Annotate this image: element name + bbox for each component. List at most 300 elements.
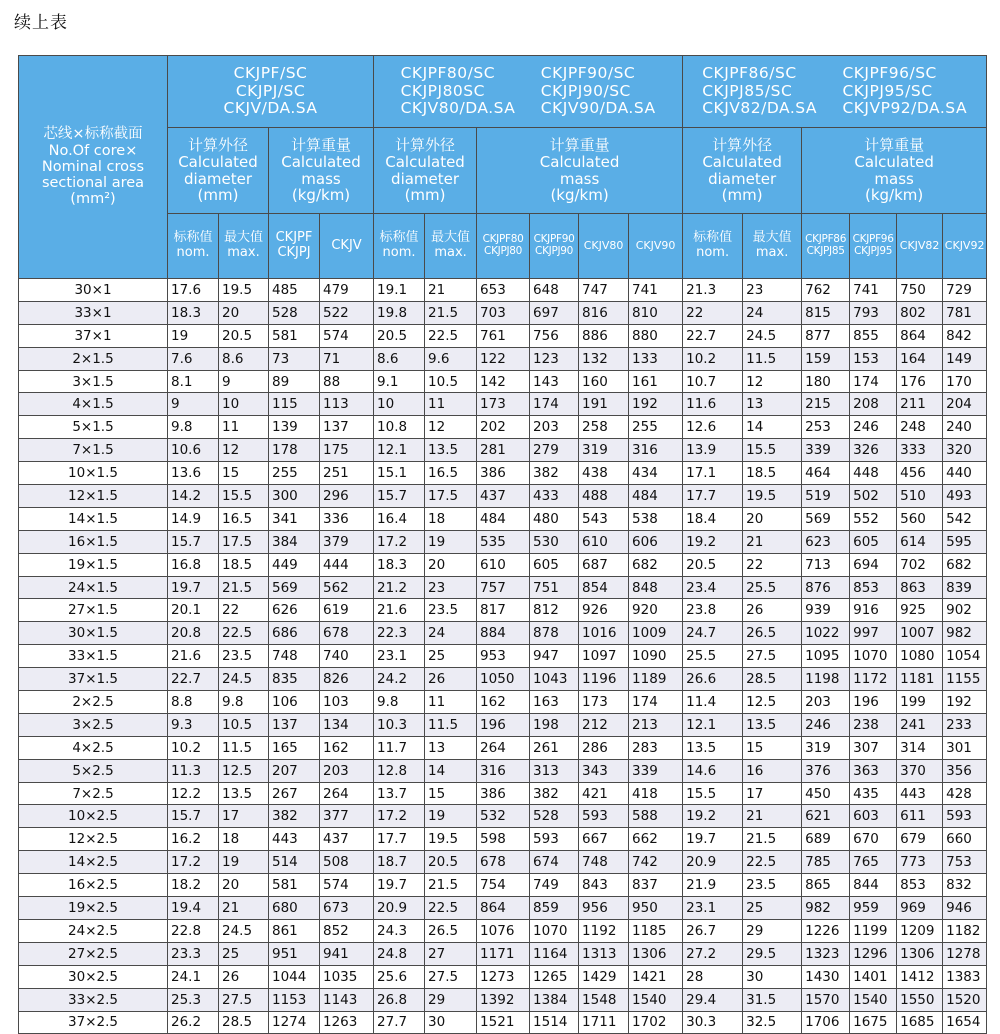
value-cell: 614: [897, 530, 943, 553]
value-cell: 16: [743, 759, 802, 782]
value-cell: 1548: [579, 988, 629, 1011]
group3-models-a: [702, 65, 817, 117]
value-cell: 12.6: [683, 416, 743, 439]
core-spec-cell: 16×2.5: [19, 874, 168, 897]
value-cell: 9.6: [425, 347, 477, 370]
g3-mass-col-4: [943, 214, 987, 279]
value-cell: 11.4: [683, 691, 743, 714]
value-cell: 162: [320, 736, 374, 759]
nominal-en: nom.: [176, 245, 210, 260]
value-cell: 22: [743, 553, 802, 576]
value-cell: 1392: [477, 988, 530, 1011]
value-cell: 73: [269, 347, 320, 370]
g3-mass-col-3: [897, 214, 943, 279]
value-cell: 443: [269, 828, 320, 851]
value-cell: 678: [477, 851, 530, 874]
value-cell: 255: [629, 416, 683, 439]
value-cell: 861: [269, 919, 320, 942]
value-cell: 528: [269, 301, 320, 324]
value-cell: 13: [425, 736, 477, 759]
value-cell: 713: [802, 553, 850, 576]
g3-mass-col-2: [850, 214, 897, 279]
value-cell: 810: [629, 301, 683, 324]
value-cell: 20.9: [374, 897, 425, 920]
value-cell: 864: [897, 324, 943, 347]
table-row: [19, 988, 987, 1011]
diameter-cn: 计算外径: [187, 135, 248, 154]
group1-model: CKJPF/SC: [233, 64, 308, 83]
value-cell: 982: [943, 622, 987, 645]
mass-en-2: mass: [559, 169, 600, 188]
value-cell: 137: [269, 713, 320, 736]
mass-col-label: CKJV92: [944, 238, 985, 252]
g2-mass-col-2: [530, 214, 579, 279]
value-cell: 386: [477, 782, 530, 805]
core-spec-cell: 2×2.5: [19, 691, 168, 714]
value-cell: 1090: [629, 645, 683, 668]
value-cell: 765: [850, 851, 897, 874]
value-cell: 20: [425, 553, 477, 576]
value-cell: 749: [530, 874, 579, 897]
value-cell: 9.3: [168, 713, 219, 736]
value-cell: 13.6: [168, 462, 219, 485]
value-cell: 519: [802, 485, 850, 508]
value-cell: 153: [850, 347, 897, 370]
value-cell: 23: [425, 576, 477, 599]
value-cell: 196: [850, 691, 897, 714]
cable-spec-table: [18, 55, 987, 1034]
value-cell: 653: [477, 279, 530, 302]
value-cell: 1429: [579, 965, 629, 988]
value-cell: 480: [530, 507, 579, 530]
mass-unit: (kg/km): [291, 186, 351, 205]
mass-en-1: Calculated: [281, 152, 361, 171]
core-header-cn: 芯线×标称截面: [43, 126, 143, 143]
value-cell: 19.5: [425, 828, 477, 851]
value-cell: 22: [683, 301, 743, 324]
value-cell: 23.5: [743, 874, 802, 897]
value-cell: 686: [269, 622, 320, 645]
value-cell: 8.8: [168, 691, 219, 714]
value-cell: 13.7: [374, 782, 425, 805]
value-cell: 15.7: [374, 485, 425, 508]
value-cell: 21.3: [683, 279, 743, 302]
value-cell: 21.6: [374, 599, 425, 622]
g1-mass-col-2: [320, 214, 374, 279]
value-cell: 10.6: [168, 439, 219, 462]
value-cell: 27: [425, 942, 477, 965]
value-cell: 532: [477, 805, 530, 828]
value-cell: 16.5: [425, 462, 477, 485]
value-cell: 605: [850, 530, 897, 553]
value-cell: 382: [269, 805, 320, 828]
value-cell: 32.5: [743, 1011, 802, 1034]
value-cell: 319: [802, 736, 850, 759]
mass-unit: (kg/km): [865, 186, 924, 205]
value-cell: 24.1: [168, 965, 219, 988]
value-cell: 835: [269, 668, 320, 691]
value-cell: 1155: [943, 668, 987, 691]
value-cell: 514: [269, 851, 320, 874]
table-row: [19, 919, 987, 942]
max-cn: 最大值: [223, 230, 263, 246]
g3-mass-col-1: [802, 214, 850, 279]
value-cell: 493: [943, 485, 987, 508]
value-cell: 165: [269, 736, 320, 759]
value-cell: 748: [579, 851, 629, 874]
value-cell: 832: [943, 874, 987, 897]
value-cell: 23: [743, 279, 802, 302]
value-cell: 314: [897, 736, 943, 759]
value-cell: 853: [850, 576, 897, 599]
value-cell: 877: [802, 324, 850, 347]
value-cell: 448: [850, 462, 897, 485]
value-cell: 30: [743, 965, 802, 988]
mass-col-label: CKJPF96: [852, 233, 894, 246]
value-cell: 437: [320, 828, 374, 851]
value-cell: 18: [219, 828, 269, 851]
value-cell: 435: [850, 782, 897, 805]
value-cell: 18.7: [374, 851, 425, 874]
value-cell: 588: [629, 805, 683, 828]
mass-col-label: CKJV: [331, 237, 362, 253]
value-cell: 15.5: [219, 485, 269, 508]
core-header-en-2: Nominal cross: [41, 158, 145, 175]
value-cell: 959: [850, 897, 897, 920]
value-cell: 574: [320, 324, 374, 347]
group2-diameter-header: [374, 128, 477, 214]
value-cell: 326: [850, 439, 897, 462]
value-cell: 356: [943, 759, 987, 782]
value-cell: 1265: [530, 965, 579, 988]
core-spec-cell: 27×1.5: [19, 599, 168, 622]
value-cell: 27.2: [683, 942, 743, 965]
value-cell: 852: [320, 919, 374, 942]
value-cell: 24: [425, 622, 477, 645]
mass-col-label: CKJPJ80: [484, 245, 523, 257]
value-cell: 953: [477, 645, 530, 668]
value-cell: 24.5: [743, 324, 802, 347]
value-cell: 667: [579, 828, 629, 851]
value-cell: 7.6: [168, 347, 219, 370]
value-cell: 17: [743, 782, 802, 805]
value-cell: 12: [743, 370, 802, 393]
value-cell: 837: [629, 874, 683, 897]
value-cell: 8.6: [374, 347, 425, 370]
group3-model: CKJPF96/SC: [842, 64, 937, 83]
value-cell: 1022: [802, 622, 850, 645]
value-cell: 10.7: [683, 370, 743, 393]
value-cell: 679: [897, 828, 943, 851]
value-cell: 261: [530, 736, 579, 759]
value-cell: 215: [802, 393, 850, 416]
value-cell: 23.3: [168, 942, 219, 965]
value-cell: 29.5: [743, 942, 802, 965]
diameter-unit: (mm): [197, 186, 239, 205]
value-cell: 1540: [629, 988, 683, 1011]
value-cell: 1430: [802, 965, 850, 988]
value-cell: 1226: [802, 919, 850, 942]
value-cell: 878: [530, 622, 579, 645]
value-cell: 26.5: [743, 622, 802, 645]
value-cell: 132: [579, 347, 629, 370]
value-cell: 1540: [850, 988, 897, 1011]
value-cell: 382: [530, 782, 579, 805]
value-cell: 20.5: [219, 324, 269, 347]
value-cell: 370: [897, 759, 943, 782]
value-cell: 859: [530, 897, 579, 920]
value-cell: 1044: [269, 965, 320, 988]
value-cell: 384: [269, 530, 320, 553]
value-cell: 670: [850, 828, 897, 851]
value-cell: 12: [425, 416, 477, 439]
table-row: [19, 485, 987, 508]
value-cell: 750: [897, 279, 943, 302]
value-cell: 27.5: [743, 645, 802, 668]
group2-model: CKJPF80/SC: [400, 64, 496, 83]
value-cell: 173: [579, 691, 629, 714]
value-cell: 876: [802, 576, 850, 599]
value-cell: 22.5: [219, 622, 269, 645]
value-cell: 15: [425, 782, 477, 805]
mass-en-1: Calculated: [539, 152, 620, 171]
value-cell: 450: [802, 782, 850, 805]
value-cell: 418: [629, 782, 683, 805]
value-cell: 9.8: [374, 691, 425, 714]
value-cell: 703: [477, 301, 530, 324]
value-cell: 611: [897, 805, 943, 828]
value-cell: 855: [850, 324, 897, 347]
g1-mass-col-1: [269, 214, 320, 279]
value-cell: 17.5: [219, 530, 269, 553]
value-cell: 1273: [477, 965, 530, 988]
value-cell: 1198: [802, 668, 850, 691]
value-cell: 660: [943, 828, 987, 851]
value-cell: 1706: [802, 1011, 850, 1034]
core-section-header: [19, 56, 168, 279]
table-body: [19, 279, 987, 1034]
value-cell: 682: [629, 553, 683, 576]
value-cell: 9.8: [219, 691, 269, 714]
value-cell: 343: [579, 759, 629, 782]
table-row: [19, 553, 987, 576]
value-cell: 1050: [477, 668, 530, 691]
value-cell: 267: [269, 782, 320, 805]
value-cell: 19: [219, 851, 269, 874]
value-cell: 902: [943, 599, 987, 622]
value-cell: 593: [530, 828, 579, 851]
value-cell: 1009: [629, 622, 683, 645]
value-cell: 1570: [802, 988, 850, 1011]
value-cell: 246: [802, 713, 850, 736]
value-cell: 10.8: [374, 416, 425, 439]
value-cell: 18.4: [683, 507, 743, 530]
table-row: [19, 324, 987, 347]
core-spec-cell: 3×2.5: [19, 713, 168, 736]
value-cell: 488: [579, 485, 629, 508]
value-cell: 12.1: [683, 713, 743, 736]
value-cell: 316: [629, 439, 683, 462]
value-cell: 438: [579, 462, 629, 485]
value-cell: 865: [802, 874, 850, 897]
value-cell: 246: [850, 416, 897, 439]
value-cell: 143: [530, 370, 579, 393]
value-cell: 844: [850, 874, 897, 897]
group3-mass-header: [802, 128, 987, 214]
value-cell: 884: [477, 622, 530, 645]
value-cell: 26: [425, 668, 477, 691]
value-cell: 12.1: [374, 439, 425, 462]
value-cell: 26.5: [425, 919, 477, 942]
value-cell: 142: [477, 370, 530, 393]
value-cell: 25.5: [683, 645, 743, 668]
value-cell: 815: [802, 301, 850, 324]
table-row: [19, 439, 987, 462]
value-cell: 149: [943, 347, 987, 370]
value-cell: 1401: [850, 965, 897, 988]
value-cell: 626: [269, 599, 320, 622]
value-cell: 812: [530, 599, 579, 622]
value-cell: 848: [629, 576, 683, 599]
value-cell: 203: [802, 691, 850, 714]
g2-max-header: [425, 214, 477, 279]
table-row: [19, 759, 987, 782]
group3-models-header: [683, 56, 987, 128]
value-cell: 211: [897, 393, 943, 416]
value-cell: 610: [579, 530, 629, 553]
value-cell: 17.1: [683, 462, 743, 485]
value-cell: 18.3: [168, 301, 219, 324]
value-cell: 886: [579, 324, 629, 347]
value-cell: 802: [897, 301, 943, 324]
value-cell: 522: [320, 301, 374, 324]
table-row: [19, 599, 987, 622]
value-cell: 17.2: [374, 805, 425, 828]
group3-diameter-header: [683, 128, 802, 214]
value-cell: 159: [802, 347, 850, 370]
value-cell: 377: [320, 805, 374, 828]
value-cell: 88: [320, 370, 374, 393]
value-cell: 1007: [897, 622, 943, 645]
value-cell: 449: [269, 553, 320, 576]
value-cell: 316: [477, 759, 530, 782]
value-cell: 22.5: [425, 897, 477, 920]
table-row: [19, 301, 987, 324]
core-spec-cell: 33×1: [19, 301, 168, 324]
group3-model: CKJPJ95/SC: [842, 81, 933, 100]
diameter-en-1: Calculated: [385, 152, 465, 171]
value-cell: 729: [943, 279, 987, 302]
value-cell: 20: [743, 507, 802, 530]
value-cell: 25.3: [168, 988, 219, 1011]
value-cell: 697: [530, 301, 579, 324]
value-cell: 434: [629, 462, 683, 485]
value-cell: 18: [425, 507, 477, 530]
group2-mass-header: [477, 128, 683, 214]
value-cell: 1143: [320, 988, 374, 1011]
value-cell: 19.8: [374, 301, 425, 324]
value-cell: 538: [629, 507, 683, 530]
group3-model: CKJV82/DA.SA: [702, 99, 817, 118]
value-cell: 754: [477, 874, 530, 897]
value-cell: 27.5: [425, 965, 477, 988]
value-cell: 530: [530, 530, 579, 553]
table-header: [19, 56, 987, 279]
value-cell: 13.5: [425, 439, 477, 462]
page-title: 续上表: [14, 13, 68, 33]
value-cell: 21: [425, 279, 477, 302]
diameter-unit: (mm): [721, 186, 763, 205]
value-cell: 593: [579, 805, 629, 828]
value-cell: 14.9: [168, 507, 219, 530]
value-cell: 336: [320, 507, 374, 530]
value-cell: 23.4: [683, 576, 743, 599]
value-cell: 11.5: [743, 347, 802, 370]
max-en: max.: [755, 245, 789, 260]
value-cell: 22.5: [425, 324, 477, 347]
value-cell: 997: [850, 622, 897, 645]
value-cell: 24: [743, 301, 802, 324]
value-cell: 21.5: [219, 576, 269, 599]
value-cell: 202: [477, 416, 530, 439]
value-cell: 925: [897, 599, 943, 622]
value-cell: 839: [943, 576, 987, 599]
value-cell: 854: [579, 576, 629, 599]
core-spec-cell: 12×2.5: [19, 828, 168, 851]
table-row: [19, 393, 987, 416]
value-cell: 160: [579, 370, 629, 393]
value-cell: 421: [579, 782, 629, 805]
value-cell: 951: [269, 942, 320, 965]
value-cell: 793: [850, 301, 897, 324]
group3-model: CKJVP92/DA.SA: [842, 99, 968, 118]
value-cell: 581: [269, 874, 320, 897]
core-spec-cell: 19×2.5: [19, 897, 168, 920]
group2-models-a: [401, 65, 516, 117]
core-spec-cell: 4×2.5: [19, 736, 168, 759]
value-cell: 106: [269, 691, 320, 714]
value-cell: 982: [802, 897, 850, 920]
value-cell: 27.7: [374, 1011, 425, 1034]
table-row: [19, 782, 987, 805]
core-spec-cell: 30×2.5: [19, 965, 168, 988]
value-cell: 24.2: [374, 668, 425, 691]
diameter-cn: 计算外径: [395, 135, 456, 154]
value-cell: 23.5: [425, 599, 477, 622]
value-cell: 199: [897, 691, 943, 714]
value-cell: 11.5: [425, 713, 477, 736]
value-cell: 542: [943, 507, 987, 530]
diameter-en-1: Calculated: [702, 152, 782, 171]
value-cell: 464: [802, 462, 850, 485]
value-cell: 301: [943, 736, 987, 759]
value-cell: 21: [743, 530, 802, 553]
value-cell: 9: [168, 393, 219, 416]
value-cell: 283: [629, 736, 683, 759]
value-cell: 535: [477, 530, 530, 553]
value-cell: 950: [629, 897, 683, 920]
value-cell: 24.8: [374, 942, 425, 965]
value-cell: 741: [629, 279, 683, 302]
value-cell: 19: [425, 805, 477, 828]
value-cell: 12.8: [374, 759, 425, 782]
mass-col-label: CKJPJ: [277, 245, 311, 260]
value-cell: 680: [269, 897, 320, 920]
value-cell: 19: [168, 324, 219, 347]
value-cell: 969: [897, 897, 943, 920]
value-cell: 687: [579, 553, 629, 576]
value-cell: 773: [897, 851, 943, 874]
